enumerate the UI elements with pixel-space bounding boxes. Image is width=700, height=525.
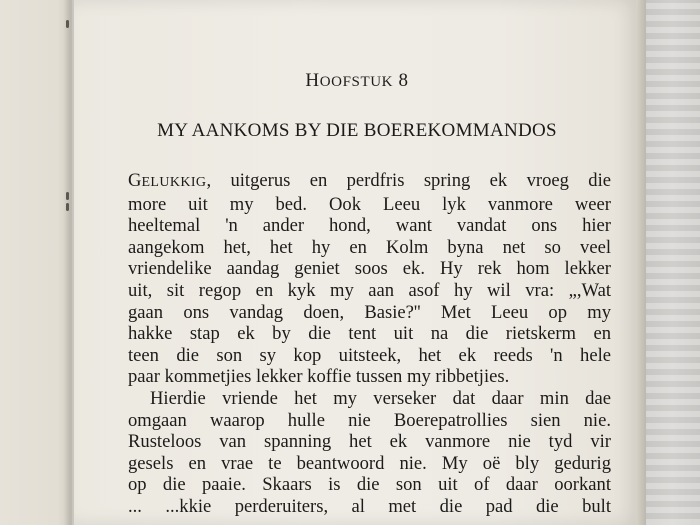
chapter-label-initial: H bbox=[305, 70, 320, 91]
book-page bbox=[74, 0, 640, 525]
binding-stitch bbox=[66, 203, 69, 211]
text-line: more uit my bed. Ook Leeu lyk vanmore weer bbox=[128, 193, 611, 215]
text-line: hakke stap ek by die tent uit na die rietskerm en bbox=[128, 323, 611, 345]
text-line: omgaan waarop hulle nie Boerepatrollies sien nie. bbox=[128, 409, 611, 431]
chapter-number: 8 bbox=[398, 70, 409, 91]
drop-initial: G bbox=[128, 170, 142, 191]
text-line: Hierdie vriende het my verseker dat daar min dae bbox=[150, 387, 611, 409]
text-line: gesels en vrae te beantwoord nie. My oë bly gedurig bbox=[128, 452, 611, 474]
chapter-heading bbox=[74, 70, 640, 92]
text-line: paar kommetjies lekker koffie tussen my ribbetjies. bbox=[128, 366, 510, 388]
text-line: heeltemal 'n ander hond, want vandat ons hier bbox=[128, 215, 611, 237]
chapter-title: MY AANKOMS BY DIE BOEREKOMMANDOS bbox=[157, 120, 557, 141]
first-word-smallcaps: ELUKKIG bbox=[141, 175, 207, 190]
text-line: op die paaie. Skaars is die son uit of daar oorkant bbox=[128, 474, 611, 496]
left-page-sliver bbox=[0, 0, 72, 525]
text-line: gaan ons vandag doen, Basie?'' Met Leeu op my bbox=[128, 301, 611, 323]
chapter-label-rest: OOFSTUK bbox=[319, 74, 394, 90]
page-edge bbox=[636, 0, 646, 525]
text-line: Rusteloos van spanning het ek vanmore nie tyd vir bbox=[128, 431, 611, 453]
text-line: aangekom het, het hy en Kolm byna net so veel bbox=[128, 236, 611, 258]
binding-stitch bbox=[66, 20, 69, 28]
body-text bbox=[128, 170, 611, 518]
text-line: teen die son sy kop uitsteek, het ek reeds 'n hele bbox=[128, 344, 611, 366]
text-line: vriendelike aandag geniet soos ek. Hy rek hom lekker bbox=[128, 258, 611, 280]
text-line: ... ...kkie perderuiters, al met die pad die bult bbox=[128, 495, 611, 517]
text-line: uit, sit regop en kyk my aan asof hy wil vra: „,Wat bbox=[128, 279, 611, 301]
line-rest: , uitgerus en perdfris spring ek vroeg die bbox=[206, 170, 611, 191]
binding-stitch bbox=[66, 192, 69, 200]
text-line bbox=[128, 170, 611, 194]
